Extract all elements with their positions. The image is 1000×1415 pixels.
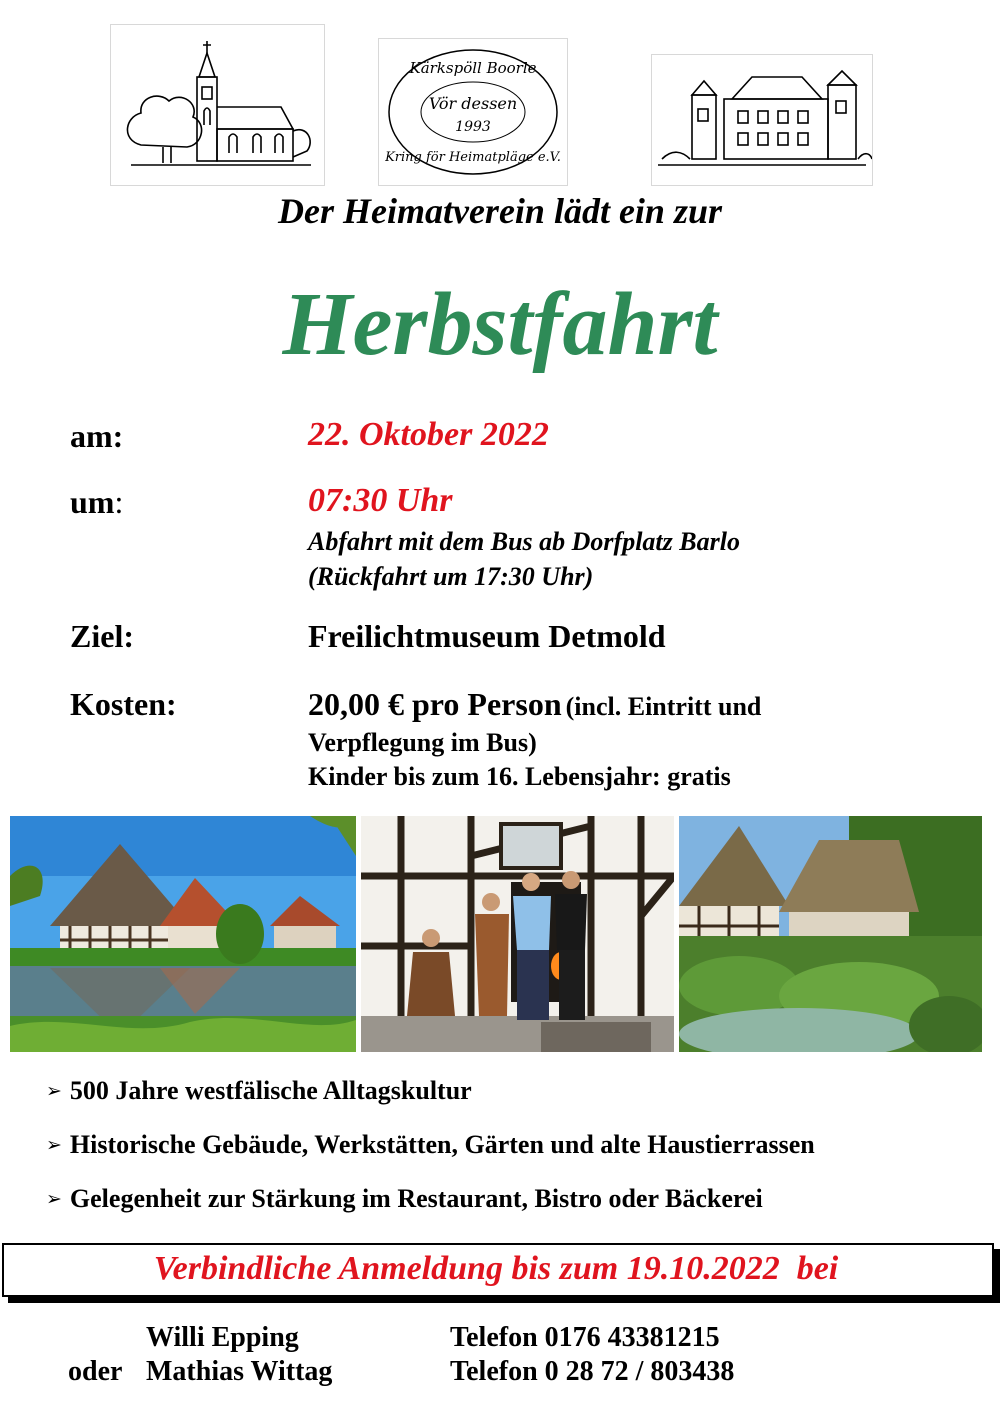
intro-line: Der Heimatverein lädt ein zur (278, 191, 722, 231)
time-value: 07:30 Uhr (308, 482, 453, 519)
contact-prefix: oder (68, 1356, 123, 1387)
blacksmith-workshop-people-photo (361, 816, 674, 1052)
list-item (46, 1130, 815, 1160)
arrow-bullet-icon: ➢ (46, 1134, 62, 1156)
arrow-bullet-icon: ➢ (46, 1080, 62, 1102)
time-label-colon: : (114, 484, 124, 520)
cost-note-continued: Verpflegung im Bus) (308, 728, 537, 757)
highlight-text: 500 Jahre westfälische Alltagskultur (69, 1076, 472, 1105)
seal-arc-top: Kärkspöll Boorle (409, 59, 537, 77)
arrow-bullet-icon: ➢ (46, 1188, 62, 1210)
date-label: am: (70, 418, 124, 454)
cost-line (308, 686, 761, 723)
destination-value: Freilichtmuseum Detmold (308, 618, 666, 654)
children-info: Kinder bis zum 16. Lebensjahr: gratis (308, 762, 731, 791)
list-item (46, 1184, 763, 1214)
contact-phone: Telefon 0176 43381215 (450, 1322, 720, 1353)
contact-name: Mathias Wittag (146, 1356, 333, 1387)
page-title: Herbstfahrt (282, 275, 718, 374)
contact-name: Willi Epping (146, 1322, 299, 1353)
seal-center-text: Vör dessen (428, 94, 518, 113)
half-timbered-houses-pond-photo (10, 816, 356, 1052)
seal-year: 1993 (455, 119, 491, 135)
departure-info: Abfahrt mit dem Bus ab Dorfplatz Barlo (308, 527, 740, 556)
cost-label: Kosten: (70, 686, 177, 722)
cost-value: 20,00 € pro Person (308, 686, 562, 722)
destination-label: Ziel: (70, 618, 134, 654)
association-seal-icon (378, 38, 568, 186)
church-drawing-icon (110, 24, 325, 186)
highlight-text: Gelegenheit zur Stärkung im Restaurant, Bistro oder Bäckerei (69, 1184, 763, 1213)
time-label (70, 484, 123, 521)
time-label-text: um (70, 484, 115, 520)
contact-phone: Telefon 0 28 72 / 803438 (450, 1356, 735, 1387)
cost-note: (incl. Eintritt und (565, 692, 762, 721)
seal-arc-bottom: Kring för Heimatpläge e.V. (385, 150, 561, 165)
registration-notice: Verbindliche Anmeldung bis zum 19.10.2022 bei (153, 1250, 839, 1287)
thatched-house-garden-photo (679, 816, 982, 1052)
highlight-text: Historische Gebäude, Werkstätten, Gärten und alte Haustierrassen (69, 1130, 815, 1159)
date-value: 22. Oktober 2022 (308, 416, 549, 453)
castle-drawing-icon (651, 54, 873, 186)
return-info: (Rückfahrt um 17:30 Uhr) (308, 562, 594, 591)
list-item (46, 1076, 472, 1106)
